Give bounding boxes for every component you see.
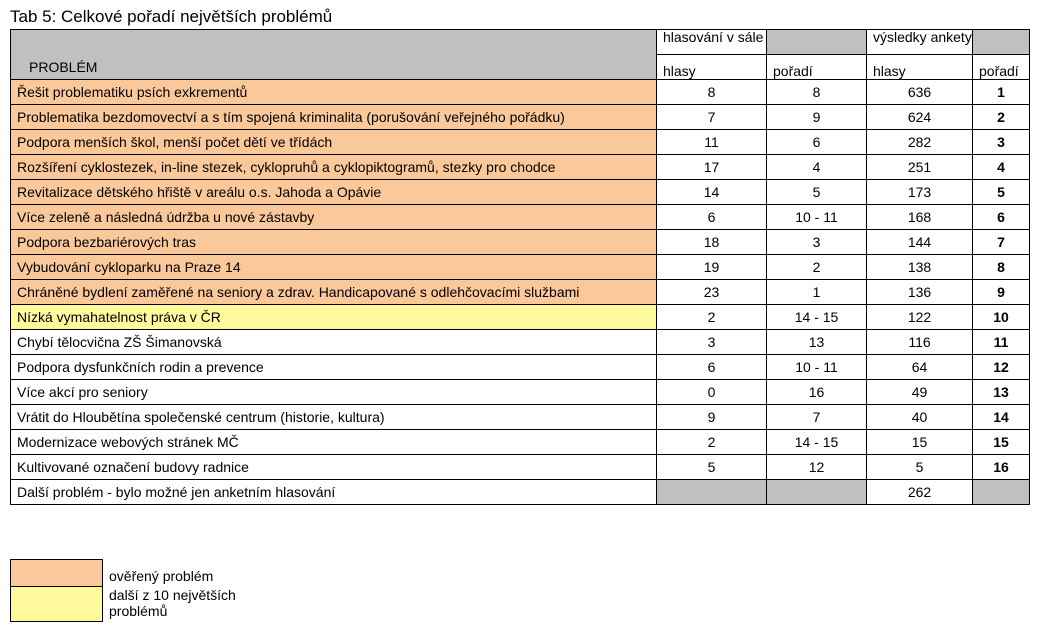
cell-hall-rank: 16	[767, 380, 867, 405]
legend-swatch-dalsi	[10, 587, 103, 622]
cell-problem: Kultivované označení budovy radnice	[11, 455, 657, 480]
cell-survey-rank: 12	[973, 355, 1030, 380]
cell-survey-rank: 4	[973, 155, 1030, 180]
cell-problem: Podpora menších škol, menší počet dětí ve třídách	[11, 130, 657, 155]
cell-survey-votes: 40	[867, 405, 973, 430]
legend-label-dalsi: další z 10 největších problémů	[109, 587, 236, 619]
cell-hall-rank: 12	[767, 455, 867, 480]
cell-survey-rank: 3	[973, 130, 1030, 155]
header-survey-votes: hlasy	[867, 55, 973, 80]
cell-hall-rank: 9	[767, 105, 867, 130]
cell-hall-rank: 14 - 15	[767, 430, 867, 455]
cell-survey-votes: 138	[867, 255, 973, 280]
cell-survey-rank: 2	[973, 105, 1030, 130]
cell-survey-votes: 251	[867, 155, 973, 180]
cell-problem: Vrátit do Hloubětína společenské centrum (historie, kultura)	[11, 405, 657, 430]
legend-swatch-overeny	[10, 559, 103, 587]
cell-problem: Více zeleně a následná údržba u nové zástavby	[11, 205, 657, 230]
cell-hall-votes: 14	[657, 180, 767, 205]
cell-survey-rank: 7	[973, 230, 1030, 255]
cell-survey-votes: 5	[867, 455, 973, 480]
cell-hall-votes: 6	[657, 205, 767, 230]
cell-survey-rank: 16	[973, 455, 1030, 480]
cell-hall-votes: 6	[657, 355, 767, 380]
cell-survey-rank: 10	[973, 305, 1030, 330]
cell-survey-votes: 144	[867, 230, 973, 255]
cell-problem: Chráněné bydlení zaměřené na seniory a zdrav. Handicapované s odlehčovacími službami	[11, 280, 657, 305]
cell-hall-votes: 7	[657, 105, 767, 130]
cell-survey-votes: 173	[867, 180, 973, 205]
cell-hall-rank: 13	[767, 330, 867, 355]
cell-problem: Problematika bezdomovectví a s tím spojená kriminalita (porušování veřejného pořádku)	[11, 105, 657, 130]
legend	[10, 559, 269, 622]
table-row	[11, 180, 1030, 205]
table-row	[11, 130, 1030, 155]
footer-row	[11, 480, 1030, 505]
cell-hall-votes: 19	[657, 255, 767, 280]
table-row	[11, 355, 1030, 380]
cell-hall-votes: 0	[657, 380, 767, 405]
footer-problem: Další problém - bylo možné jen anketním hlasování	[11, 480, 657, 505]
cell-hall-votes: 2	[657, 305, 767, 330]
table-row	[11, 305, 1030, 330]
cell-survey-rank: 8	[973, 255, 1030, 280]
cell-hall-votes: 17	[657, 155, 767, 180]
cell-survey-rank: 14	[973, 405, 1030, 430]
cell-hall-rank: 10 - 11	[767, 205, 867, 230]
table-row	[11, 455, 1030, 480]
footer-blank-hall-rank	[767, 480, 867, 505]
cell-hall-rank: 7	[767, 405, 867, 430]
legend-item-dalsi	[10, 587, 269, 622]
cell-hall-rank: 10 - 11	[767, 355, 867, 380]
cell-hall-rank: 14 - 15	[767, 305, 867, 330]
cell-survey-rank: 6	[973, 205, 1030, 230]
table-row	[11, 380, 1030, 405]
footer-blank-survey-rank	[973, 480, 1030, 505]
cell-survey-votes: 116	[867, 330, 973, 355]
table-row	[11, 255, 1030, 280]
cell-hall-votes: 23	[657, 280, 767, 305]
cell-survey-votes: 136	[867, 280, 973, 305]
cell-hall-rank: 8	[767, 80, 867, 105]
header-group-hall: hlasování v sále	[657, 30, 767, 55]
cell-hall-rank: 2	[767, 255, 867, 280]
cell-survey-votes: 49	[867, 380, 973, 405]
cell-hall-rank: 6	[767, 130, 867, 155]
cell-problem: Rozšíření cyklostezek, in-line stezek, cyklopruhů a cyklopiktogramů, stezky pro chodce	[11, 155, 657, 180]
table-row	[11, 280, 1030, 305]
cell-survey-votes: 64	[867, 355, 973, 380]
footer-blank-hall-votes	[657, 480, 767, 505]
table-row	[11, 430, 1030, 455]
cell-problem: Nízká vymahatelnost práva v ČR	[11, 305, 657, 330]
header-group-survey: výsledky ankety	[867, 30, 973, 55]
cell-survey-votes: 624	[867, 105, 973, 130]
cell-hall-votes: 5	[657, 455, 767, 480]
cell-hall-rank: 3	[767, 230, 867, 255]
cell-problem: Řešit problematiku psích exkrementů	[11, 80, 657, 105]
cell-problem: Vybudování cykloparku na Praze 14	[11, 255, 657, 280]
table-row	[11, 330, 1030, 355]
table-title: Tab 5: Celkové pořadí největších problémů	[10, 7, 333, 26]
cell-hall-votes: 8	[657, 80, 767, 105]
cell-survey-votes: 168	[867, 205, 973, 230]
cell-survey-rank: 5	[973, 180, 1030, 205]
cell-survey-votes: 282	[867, 130, 973, 155]
header-hall-rank: pořadí	[767, 55, 867, 80]
header-hall-votes: hlasy	[657, 55, 767, 80]
header-blank-1	[767, 30, 867, 55]
header-survey-rank: pořadí	[973, 55, 1030, 80]
cell-problem: Modernizace webových stránek MČ	[11, 430, 657, 455]
cell-hall-votes: 3	[657, 330, 767, 355]
cell-survey-rank: 9	[973, 280, 1030, 305]
cell-problem: Podpora dysfunkčních rodin a prevence	[11, 355, 657, 380]
legend-label-overeny: ověřený problém	[109, 568, 214, 584]
table-row	[11, 205, 1030, 230]
cell-survey-votes: 636	[867, 80, 973, 105]
cell-hall-votes: 18	[657, 230, 767, 255]
cell-survey-votes: 122	[867, 305, 973, 330]
table-row	[11, 230, 1030, 255]
cell-problem: Více akcí pro seniory	[11, 380, 657, 405]
cell-hall-rank: 5	[767, 180, 867, 205]
cell-survey-rank: 13	[973, 380, 1030, 405]
table-body	[11, 80, 1030, 480]
table-row	[11, 80, 1030, 105]
cell-problem: Chybí tělocvična ZŠ Šimanovská	[11, 330, 657, 355]
header-problem: PROBLÉM	[11, 30, 657, 80]
cell-hall-votes: 11	[657, 130, 767, 155]
problems-table	[10, 29, 1030, 505]
cell-survey-rank: 11	[973, 330, 1030, 355]
cell-survey-votes: 15	[867, 430, 973, 455]
table-row	[11, 155, 1030, 180]
cell-hall-votes: 2	[657, 430, 767, 455]
cell-hall-rank: 1	[767, 280, 867, 305]
cell-problem: Revitalizace dětského hřiště v areálu o.s. Jahoda a Opávie	[11, 180, 657, 205]
legend-item-overeny	[10, 559, 269, 587]
table-row	[11, 405, 1030, 430]
cell-hall-rank: 4	[767, 155, 867, 180]
cell-hall-votes: 9	[657, 405, 767, 430]
cell-problem: Podpora bezbariérových tras	[11, 230, 657, 255]
header-blank-2	[973, 30, 1030, 55]
cell-survey-rank: 15	[973, 430, 1030, 455]
footer-survey-votes: 262	[867, 480, 973, 505]
cell-survey-rank: 1	[973, 80, 1030, 105]
table-row	[11, 105, 1030, 130]
